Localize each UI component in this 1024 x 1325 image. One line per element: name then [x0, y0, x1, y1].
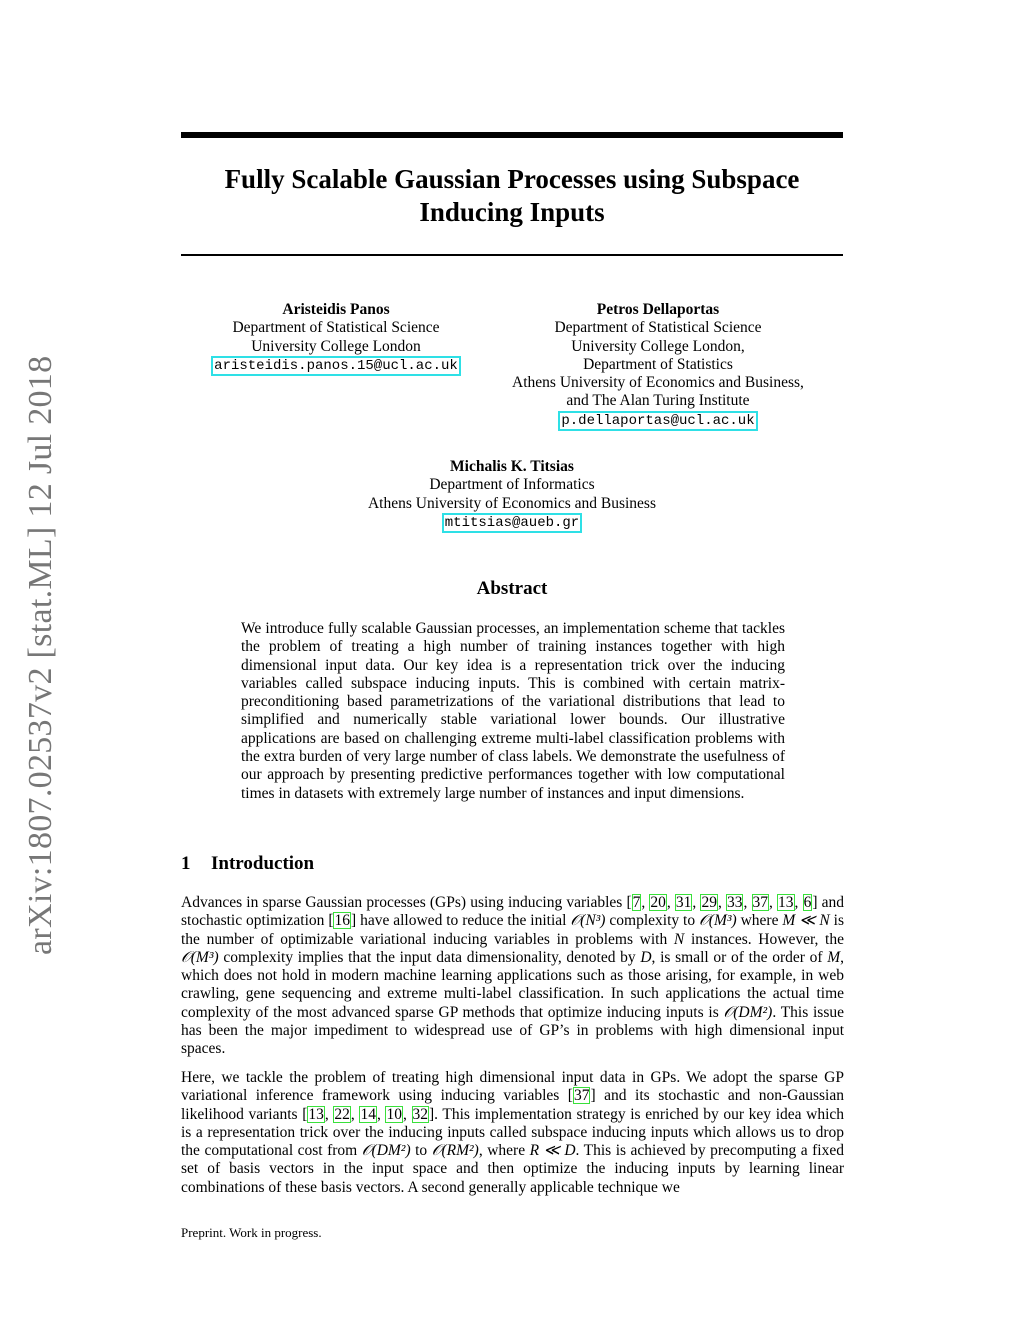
citation-link[interactable]: 13 [778, 894, 794, 911]
author-affiliation: and The Alan Turing Institute [566, 392, 750, 410]
abstract-heading: Abstract [476, 578, 548, 599]
author-affiliation: Department of Statistical Science [554, 319, 762, 337]
citation-link[interactable]: 6 [803, 894, 812, 911]
author-2 [488, 301, 828, 429]
section-title: Introduction [211, 853, 315, 874]
author-3 [332, 458, 692, 531]
author-email-link[interactable]: p.dellaportas@ucl.ac.uk [561, 412, 755, 429]
author-name: Petros Dellaportas [596, 301, 720, 318]
citation-link[interactable]: 13 [308, 1105, 324, 1123]
author-name: Aristeidis Panos [282, 301, 390, 318]
citation-link[interactable]: 14 [360, 1105, 376, 1123]
math-expression: M ≪ N [782, 912, 830, 930]
math-expression: N [673, 930, 685, 948]
citation-link[interactable]: 16 [334, 912, 350, 930]
abstract-body: We introduce fully scalable Gaussian processes, an implementation scheme that tackles the problem of treating a high number of training instances together with high dimensional input data. Our key idea is a representation trick over the inducing variables called subspace inducing inputs. This is combined with certain matrix-preconditioning based parametrizations of the variational distributions that lead to simplified and numerically stable variational lower bounds. Our illustrative applications are based on challenging extreme multi-label classification problems with the extra burden of very large number of class labels. We demonstrate the usefulness of our approach by presenting predictive performances together with low computational times in datasets with extremely large number of instances and input dimensions. [241, 620, 785, 802]
title-line-2: Inducing Inputs [419, 197, 605, 227]
citation-link[interactable]: 37 [752, 894, 769, 911]
author-affiliation: Department of Informatics [429, 476, 595, 494]
citation-link[interactable]: 10 [386, 1105, 402, 1123]
math-expression: R ≪ D [529, 1142, 576, 1160]
title-line-1: Fully Scalable Gaussian Processes using Subspace [224, 164, 800, 194]
intro-paragraph-1: Advances in sparse Gaussian processes (GPs) using inducing variables [7, 20, 31, 29, 33, 37, 13, 6] and stochastic optimization [16] have allowed to reduce the initial 𝒪(N³) complexity to 𝒪(M³) where M ≪ N is the number of optimizable variational inducing variables in problems with N instances. However, the 𝒪(M³) complexity implies that the input data dimensionality, denoted by D, is small or of the order of M, which does not hold in modern machine learning applications such as those arising, for example, in web crawling, gene sequencing and extreme multi-label classification. In such applications the actual time complexity of the most advanced sparse GP methods that optimize inducing inputs is 𝒪(DM²). This issue has been the major impediment to widespread use of GP’s in problems with high dimensional input spaces. [181, 894, 845, 1058]
citation-link[interactable]: 20 [650, 894, 666, 911]
citation-link[interactable]: 7 [632, 894, 641, 911]
title-rule-bottom [181, 254, 843, 256]
citation-link[interactable]: 29 [701, 894, 717, 911]
author-email-link[interactable]: aristeidis.panos.15@ucl.ac.uk [214, 357, 458, 374]
math-expression: D [640, 948, 652, 966]
footer-note: Preprint. Work in progress. [181, 1225, 322, 1240]
citation-link[interactable]: 32 [412, 1105, 428, 1123]
math-expression: 𝒪(DM²) [723, 1003, 773, 1021]
author-affiliation: Athens University of Economics and Business [367, 494, 656, 512]
math-expression: 𝒪(DM²) [361, 1142, 411, 1160]
author-affiliation: Department of Statistical Science [232, 319, 440, 337]
math-expression: 𝒪(N³) [570, 912, 606, 930]
author-name: Michalis K. Titsias [450, 458, 574, 475]
author-affiliation: Department of Statistics [583, 355, 733, 373]
citation-link[interactable]: 22 [334, 1105, 350, 1123]
citation-link[interactable]: 31 [675, 894, 692, 911]
section-heading [181, 853, 314, 875]
citation-link[interactable]: 33 [726, 894, 743, 911]
author-affiliation: University College London, [571, 337, 745, 355]
paper-title [181, 163, 843, 229]
author-affiliation: University College London [251, 337, 421, 355]
section-number: 1 [181, 853, 191, 874]
citation-link[interactable]: 37 [573, 1087, 590, 1105]
author-1 [191, 301, 481, 374]
arxiv-identifier: arXiv:1807.02537v2 [stat.ML] 12 Jul 2018 [22, 355, 59, 955]
title-rule-top [181, 132, 843, 138]
intro-paragraph-2: Here, we tackle the problem of treating high dimensional input data in GPs. We adopt the sparse GP variational inference framework using inducing variables [37] and its stochastic and non-Gaussian likelihood variants [13, 22, 14, 10, 32]. This implementation strategy is enriched by our key idea which is a representation trick over the inducing inputs called subspace inducing inputs which allows us to drop the computational cost from 𝒪(DM²) to 𝒪(RM²), where R ≪ D. This is achieved by precomputing a fixed set of basis vectors in the input space and then optimize the inducing inputs by learning linear combinations of these basis vectors. A second generally applicable technique we [181, 1069, 845, 1196]
math-expression: 𝒪(RM²) [431, 1142, 479, 1160]
math-expression: 𝒪(M³) [699, 912, 737, 930]
author-affiliation: Athens University of Economics and Business, [512, 374, 804, 392]
math-expression: M [827, 948, 841, 966]
author-email-link[interactable]: mtitsias@aueb.gr [444, 514, 580, 531]
math-expression: 𝒪(M³) [181, 948, 219, 966]
